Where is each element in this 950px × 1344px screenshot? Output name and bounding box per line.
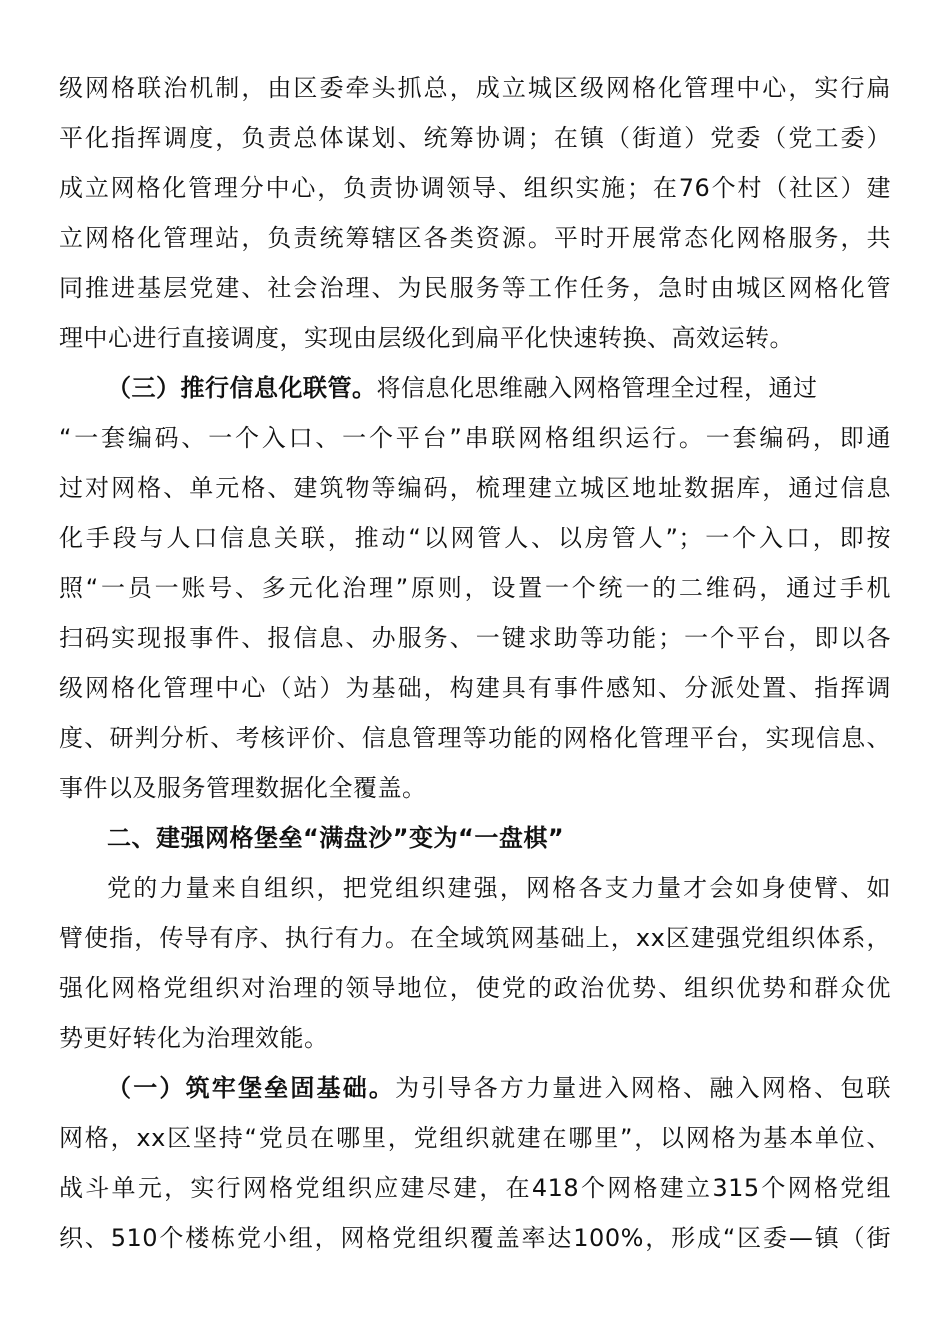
section-1-text: 为引导各方力量进入网格、融入网格、包联 bbox=[395, 1074, 891, 1102]
paragraph-line: 级网格联治机制，由区委牵头抓总，成立城区级网格化管理中心，实行扁 bbox=[59, 74, 891, 102]
section-heading: 二、建强网格堡垒“满盘沙”变为“一盘棋” bbox=[107, 824, 565, 852]
paragraph-line: 臂使指，传导有序、执行有力。在全域筑网基础上，xx区建强党组织体系， bbox=[59, 924, 891, 952]
paragraph-line: 平化指挥调度，负责总体谋划、统筹协调；在镇（街道）党委（党工委） bbox=[59, 124, 891, 152]
paragraph-line: 强化网格党组织对治理的领导地位，使党的政治优势、组织优势和群众优 bbox=[59, 974, 891, 1002]
paragraph-line: 照“一员一账号、多元化治理”原则，设置一个统一的二维码，通过手机 bbox=[59, 574, 891, 602]
section-1-first-line bbox=[107, 1070, 891, 1106]
paragraph-line: 同推进基层党建、社会治理、为民服务等工作任务，急时由城区网格化管 bbox=[59, 274, 891, 302]
paragraph-line: 事件以及服务管理数据化全覆盖。 bbox=[59, 774, 427, 802]
paragraph-line: 过对网格、单元格、建筑物等编码，梳理建立城区地址数据库，通过信息 bbox=[59, 474, 891, 502]
paragraph-line: 级网格化管理中心（站）为基础，构建具有事件感知、分派处置、指挥调 bbox=[59, 674, 891, 702]
section-1-title: （一）筑牢堡垒固基础。 bbox=[107, 1074, 396, 1102]
section-3-text: 将信息化思维融入网格管理全过程，通过 bbox=[376, 374, 818, 402]
paragraph-line: 化手段与人口信息关联，推动“以网管人、以房管人”；一个入口，即按 bbox=[59, 524, 891, 552]
paragraph-line: 立网格化管理站，负责统筹辖区各类资源。平时开展常态化网格服务，共 bbox=[59, 224, 891, 252]
paragraph-line: 织、510个楼栋党小组，网格党组织覆盖率达100%，形成“区委—镇（街 bbox=[59, 1224, 891, 1252]
section-3-first-line bbox=[107, 370, 891, 406]
paragraph-line: 党的力量来自组织，把党组织建强，网格各支力量才会如身使臂、如 bbox=[107, 874, 891, 902]
paragraph-line: “一套编码、一个入口、一个平台”串联网格组织运行。一套编码，即通 bbox=[59, 424, 891, 452]
paragraph-line: 度、研判分析、考核评价、信息管理等功能的网格化管理平台，实现信息、 bbox=[59, 724, 891, 752]
paragraph-line: 势更好转化为治理效能。 bbox=[59, 1024, 329, 1052]
paragraph-line: 成立网格化管理分中心，负责协调领导、组织实施；在76个村（社区）建 bbox=[59, 174, 891, 202]
paragraph-line: 扫码实现报事件、报信息、办服务、一键求助等功能；一个平台，即以各 bbox=[59, 624, 891, 652]
paragraph-line: 理中心进行直接调度，实现由层级化到扁平化快速转换、高效运转。 bbox=[59, 324, 794, 352]
paragraph-line: 战斗单元，实行网格党组织应建尽建，在418个网格建立315个网格党组 bbox=[59, 1174, 891, 1202]
section-3-title: （三）推行信息化联管。 bbox=[107, 374, 377, 402]
paragraph-line: 网格，xx区坚持“党员在哪里，党组织就建在哪里”，以网格为基本单位、 bbox=[59, 1124, 891, 1152]
